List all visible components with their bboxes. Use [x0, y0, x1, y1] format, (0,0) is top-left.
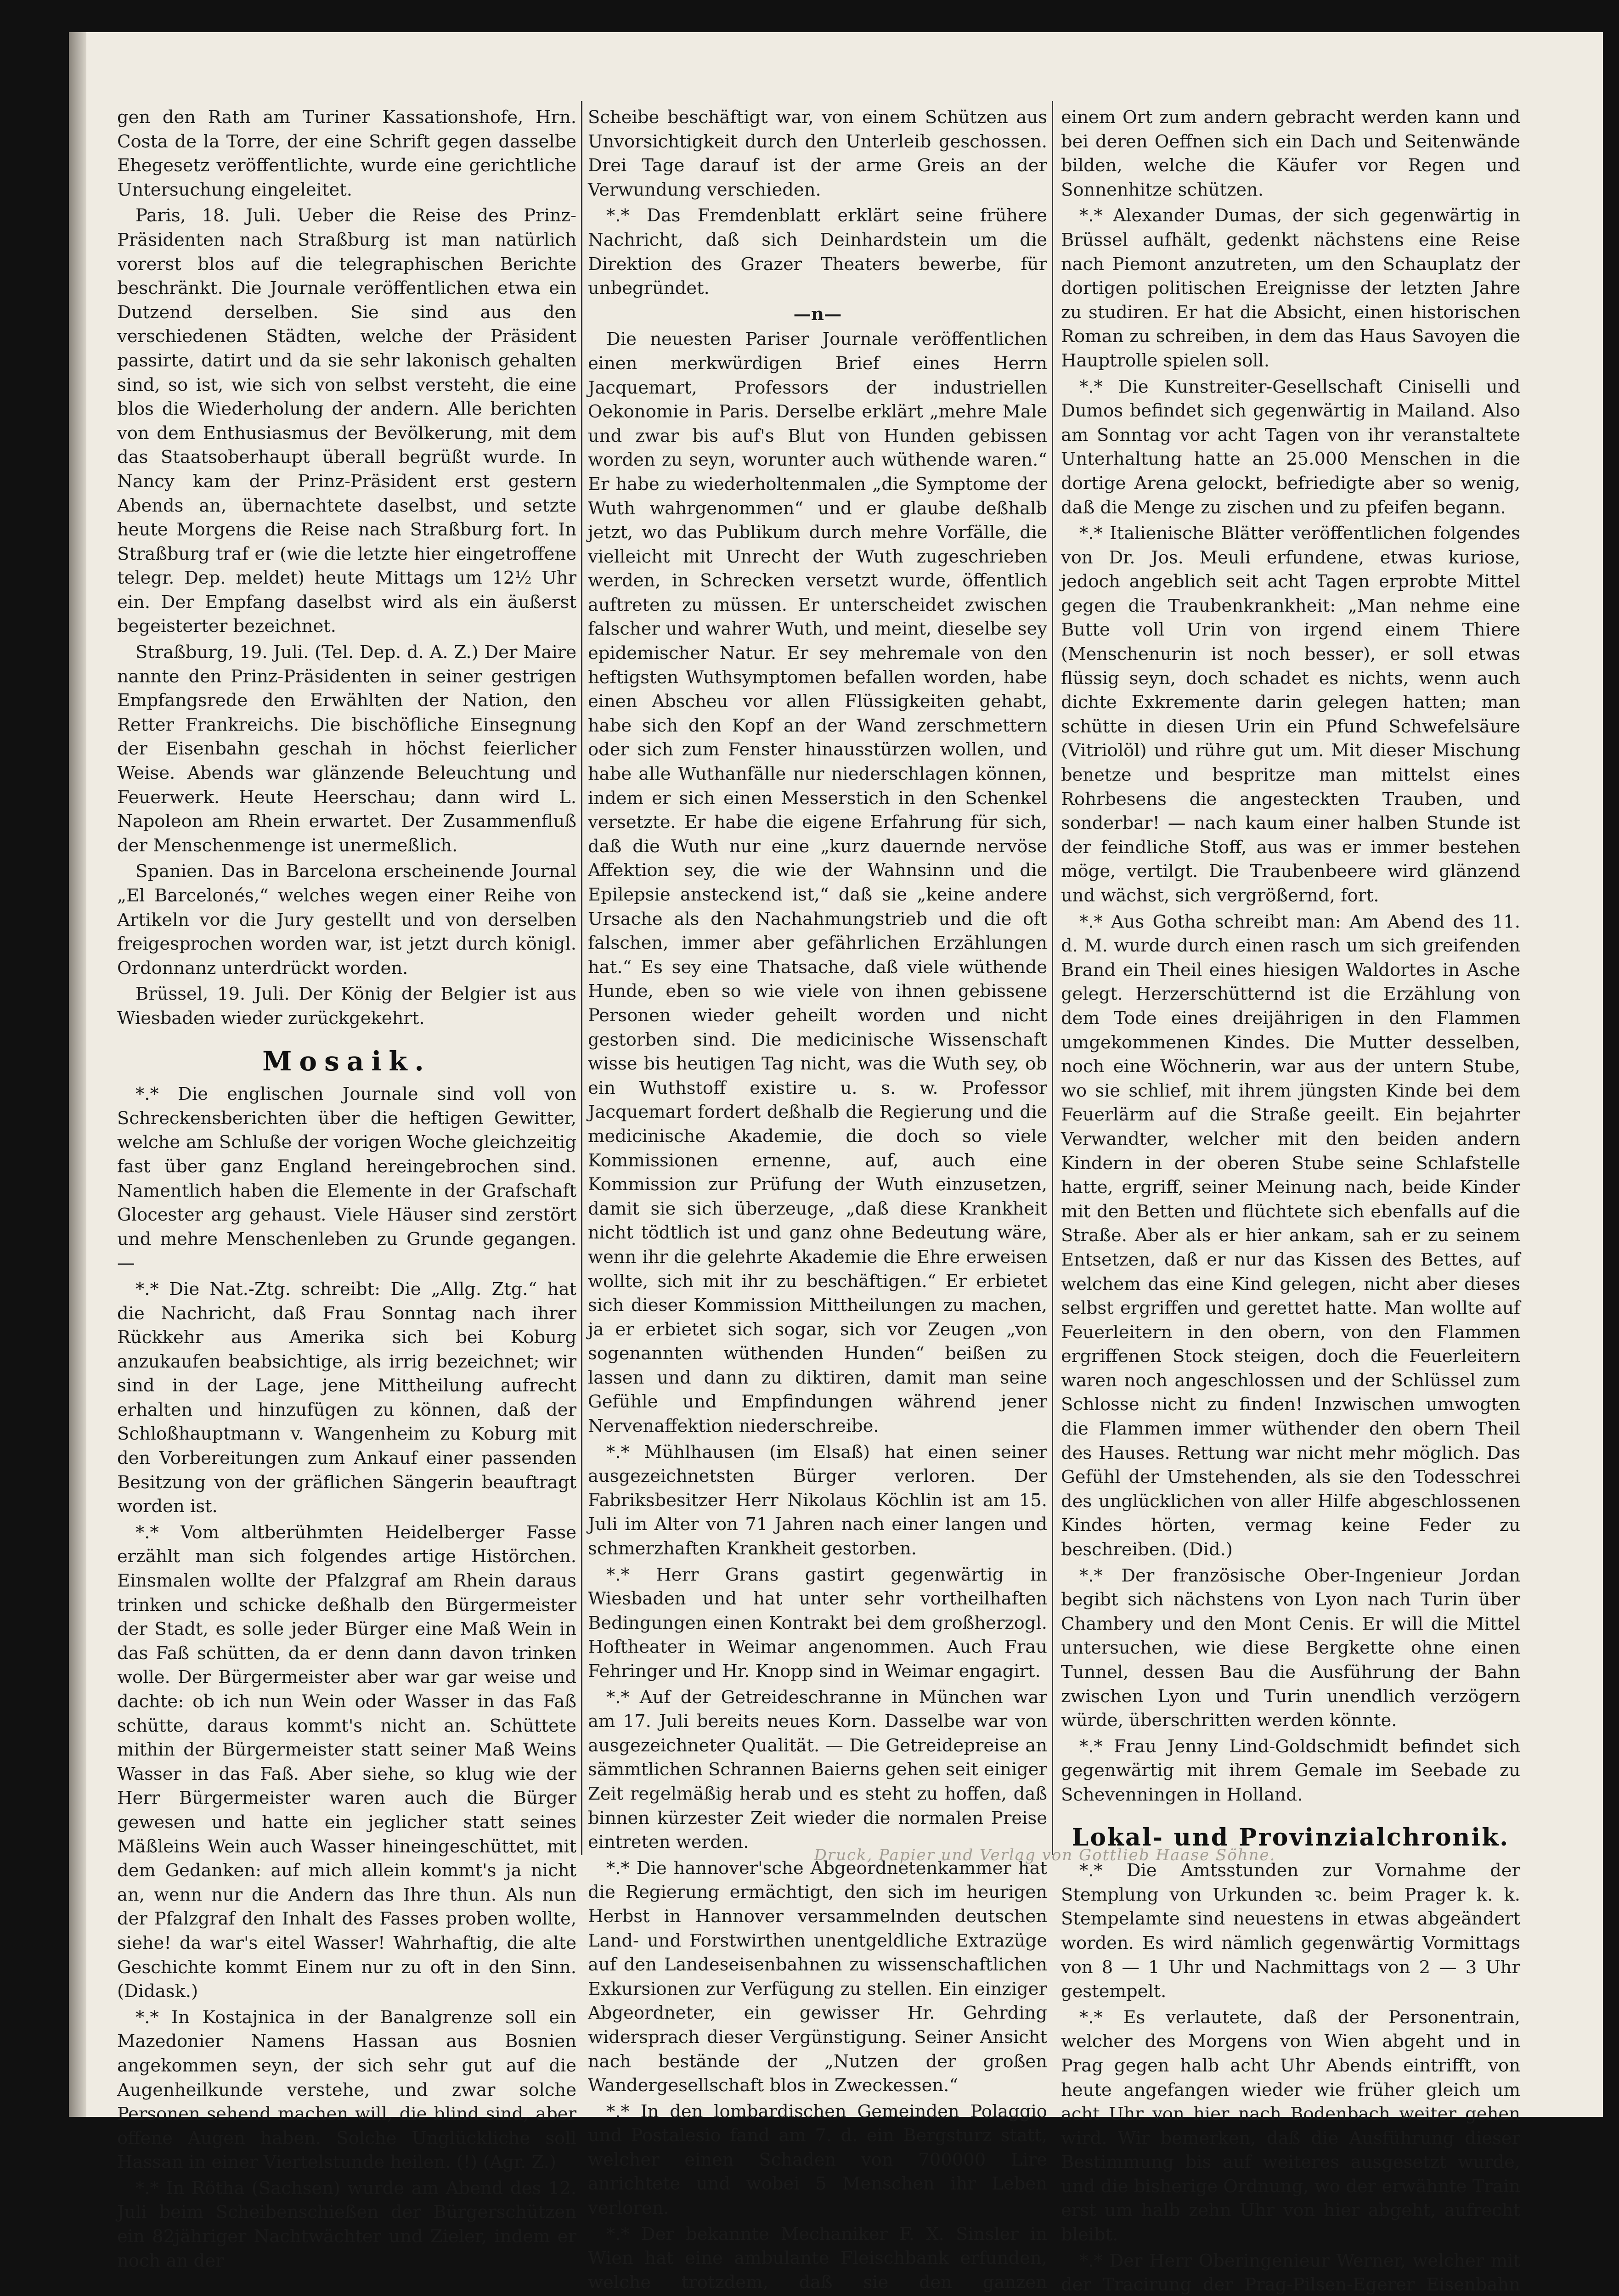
column-3	[1061, 106, 1520, 2296]
article-paragraph: Brüssel, 19. Juli. Der König der Belgier ist aus Wiesbaden wieder zurückgekehrt.	[117, 984, 576, 1029]
article-paragraph: *.* In den lombardischen Gemeinden Polaggio und Postalesio fand am 7. d. ein Bergsturz statt, welcher einen Schaden von 700000 Lire anrichtete und wobei 5 Menschen ihr Leben verloren.	[588, 2101, 1047, 2219]
article-paragraph: *.* Mühlhausen (im Elsaß) hat einen seiner ausgezeichnetsten Bürger verloren. Der Fabriksbesitzer Herr Nikolaus Köchlin ist am 15. Juli im Alter von 71 Jahren nach einer langen und schmerzhaften Krankheit gestorben.	[588, 1441, 1047, 1559]
article-paragraph: *.* Herr Grans gastirt gegenwärtig in Wiesbaden und hat unter sehr vortheilhaften Bedingungen einen Kontrakt bei dem großherzogl. Hoftheater in Weimar angenommen. Auch Frau Fehringer und Hr. Knopp sind in Weimar engagirt.	[588, 1564, 1047, 1682]
section-heading-lokal: Lokal- und Provinzialchronik.	[1072, 1823, 1510, 1851]
article-paragraph: einem Ort zum andern gebracht werden kann und bei deren Oeffnen sich ein Dach und Seitenwände bilden, welche die Käufer vor Regen und Sonnenhitze schützen.	[1061, 107, 1520, 200]
section-heading-mosaik: Mosaik.	[262, 1045, 431, 1077]
imprint: Druck, Papier und Verlag von Gottlieb Haase Söhne.	[814, 1846, 1276, 1864]
article-paragraph: Paris, 18. Juli. Ueber die Reise des Prinz-Präsidenten nach Straßburg ist man natürlich vorerst blos auf die telegraphischen Berichte beschränkt. Die Journale veröffentlichen etwa ein Dutzend derselben. Sie sind aus den verschiedenen Städten, welche der Präsident passirte, datirt und da sie sehr lakonisch gehalten sind, so ist, wie sich von selbst versteht, die eine blos die Wiederholung der andern. Alle berichten von dem Enthusiasmus der Bevölkerung, mit dem das Staatsoberhaupt überall begrüßt wurde. In Nancy kam der Prinz-Präsident erst gestern Abends an, übernachtete daselbst, und setzte heute Morgens die Reise nach Straßburg fort. In Straßburg traf er (wie die letzte hier eingetroffene telegr. Dep. meldet) heute Mittags um 12½ Uhr ein. Der Empfang daselbst wird als ein äußerst begeisterter bezeichnet.	[117, 205, 576, 637]
article-paragraph: *.* Das Fremdenblatt erklärt seine frühere Nachricht, daß sich Deinhardstein um die Direktion des Grazer Theaters bewerbe, für unbegründet.	[588, 205, 1047, 299]
newspaper-page	[69, 32, 1603, 2296]
article-paragraph: *.* Die Kunstreiter-Gesellschaft Ciniselli und Dumos befindet sich gegenwärtig in Mailand. Also am Sonntag vor acht Tagen von ihr veranstaltete Unterhaltung hatte an 25.000 Menschen in die dortige Arena gelockt, befriedigte aber so wenig, daß die Menge zu zischen und zu pfeifen begann.	[1061, 376, 1520, 518]
article-paragraph: Straßburg, 19. Juli. (Tel. Dep. d. A. Z.) Der Maire nannte den Prinz-Präsidenten in seiner gestrigen Empfangsrede den Erwählten der Nation, den Retter Frankreichs. Die bischöfliche Einsegnung der Eisenbahn geschah in höchst feierlicher Weise. Abends war glänzende Beleuchtung und Feuerwerk. Heute Heerschau; dann wird L. Napoleon am Rhein erwartet. Der Zusammenfluß der Menschenmenge ist unermeßlich.	[117, 642, 576, 856]
article-paragraph: *.* Die hannover'sche Abgeordnetenkammer hat die Regierung ermächtigt, den sich im heurigen Herbst in Hannover versammelnden deutschen Land- und Forstwirthen unentgeldliche Extrazüge auf den Landeseisenbahnen zu wissenschaftlichen Exkursionen zur Verfügung zu stellen. Ein einziger Abgeordneter, ein gewisser Hr. Gehrding widersprach dieser Vergünstigung. Seiner Ansicht nach bestände der „Nutzen der großen Wandergesellschaft blos in Zweckessen.“	[588, 1857, 1047, 2096]
article-paragraph: *.* Frau Jenny Lind-Goldschmidt befindet sich gegenwärtig mit ihrem Gemale im Seebade zu Schevenningen in Holland.	[1061, 1736, 1520, 1805]
article-paragraph: *.* Alexander Dumas, der sich gegenwärtig in Brüssel aufhält, gedenkt nächstens eine Reise nach Piemont anzutreten, um den Schauplatz der dortigen politischen Ereignisse der letzten Jahre zu studiren. Er hat die Absicht, einen historischen Roman zu schreiben, in dem das Haus Savoyen die Hauptrolle spielen soll.	[1061, 205, 1520, 371]
article-paragraph: *.* Aus Gotha schreibt man: Am Abend des 11. d. M. wurde durch einen rasch um sich greifenden Brand ein Theil eines hiesigen Waldortes in Asche gelegt. Herzerschütternd ist die Erzählung von dem Tode eines dreijährigen in den Flammen umgekommenen Kindes. Die Mutter desselben, noch eine Wöchnerin, war aus der untern Stube, wo sie schlief, mit ihrem jüngsten Kinde bei dem Feuerlärm auf die Straße geeilt. Ein bejahrter Verwandter, welcher mit den beiden andern Kindern in der oberen Stube seine Schlafstelle hatte, ergriff, seiner Meinung nach, beide Kinder mit den Betten und flüchtete sich ebenfalls auf die Straße. Aber als er hier ankam, sah er zu seinem Entsetzen, daß er nur das Kissen des Bettes, auf welchem das eine Kind gelegen, nicht aber dieses selbst ergriffen und gerettet hatte. Man wollte auf Feuerleitern in den obern, von den Flammen ergriffenen Stock steigen, doch die Feuerleitern waren noch angeschlossen und der Schlüssel zum Schlosse nicht zu finden! Inzwischen umwogten die Flammen immer wüthender den obern Theil des Hauses. Rettung war nicht mehr möglich. Das Gefühl der Umstehenden, als sie den Todesschrei des unglücklichen von aller Hilfe abgeschlossenen Kindes hörten, vermag keine Feder zu beschreiben. (Did.)	[1061, 911, 1520, 1560]
lokal-item: *.* Der Herr Oberingenieur Werner, welcher mit der Tracirung der Prag-Pilsen-Egerer Eisenbahn	[1061, 2250, 1520, 2296]
mosaik-item: *.* Die englischen Journale sind voll von Schreckensberichten über die heftigen Gewitter, welche am Schluße der vorigen Woche gleichzeitig fast über ganz England hereingebrochen sind. Namentlich haben die Elemente in der Grafschaft Glocester arg gehaust. Viele Häuser sind zerstört und mehre Menschenleben zu Grunde gegangen. —	[117, 1084, 576, 1274]
article-paragraph: *.* Der französische Ober-Ingenieur Jordan begibt sich nächstens von Lyon nach Turin über Chambery und den Mont Cenis. Er will die Mittel untersuchen, wie diese Bergkette ohne einen Tunnel, dessen Bau die Ausführung der Bahn zwischen Lyon und Turin unendlich verzögern würde, überschritten werden könnte.	[1061, 1565, 1520, 1731]
lokal-item: *.* Es verlautete, daß der Personentrain, welcher des Morgens von Wien abgeht und in Prag gegen halb acht Uhr Abends eintrifft, von heute angefangen wieder wie früher gleich um acht Uhr von hier nach Bodenbach weiter gehen wird. Wir bemerken, daß die Ausführung dieser Bestimmung bis auf weiteres ausgesetzt wurde, und die bisherige Ordnung, wo der erwähnte Train erst um halb zehn Uhr von hier abgeht, aufrecht bleibt.	[1061, 2007, 1520, 2245]
article-paragraph: Scheibe beschäftigt war, von einem Schützen aus Unvorsichtigkeit durch den Unterleib geschossen. Drei Tage darauf ist der arme Greis an der Verwundung verschieden.	[588, 107, 1047, 200]
column-1	[117, 106, 576, 2275]
article-paragraph: gen den Rath am Turiner Kassationshofe, Hrn. Costa de la Torre, der eine Schrift gegen dasselbe Ehegesetz veröffentlichte, wurde eine gerichtliche Untersuchung eingeleitet.	[117, 107, 576, 200]
column-rule	[1052, 101, 1053, 1855]
column-2	[588, 106, 1047, 2296]
lokal-item: *.* Die Amtsstunden zur Vornahme der Stemplung von Urkunden ꝛc. beim Prager k. k. Stempelamte sind neuestens in etwas abgeändert worden. Es wird nämlich gegenwärtig Vormittags von 8 — 1 Uhr und Nachmittags von 2 — 3 Uhr gestempelt.	[1061, 1860, 1520, 2002]
mosaik-item: *.* In Kostajnica in der Banalgrenze soll ein Mazedonier Namens Hassan aus Bosnien angekommen seyn, der sich sehr gut auf die Augenheilkunde verstehe, und zwar solche Personen sehend machen will, die blind sind, aber offene Augen haben. Solche Unglückliche soll Hassan in einer Viertelstunde heilen. (!) (Agr. Z.)	[117, 2007, 576, 2173]
mosaik-item: *.* Die Nat.-Ztg. schreibt: Die „Allg. Ztg.“ hat die Nachricht, daß Frau Sonntag nach ihrer Rückkehr aus Amerika sich bei Koburg anzukaufen beabsichtige, als irrig bezeichnet; wir sind in der Lage, jene Mittheilung aufrecht erhalten und hinzufügen zu können, daß der Schloßhauptmann v. Wangenheim zu Koburg mit den Vorbereitungen zum Ankauf einer passenden Besitzung von der gräflichen Sängerin beauftragt worden ist.	[117, 1278, 576, 1517]
page-edge	[69, 32, 86, 2117]
article-paragraph: *.* Auf der Getreideschranne in München war am 17. Juli bereits neues Korn. Dasselbe war von ausgezeichneter Qualität. — Die Getreidepreise an sämmtlichen Schrannen Baierns gehen seit einiger Zeit regelmäßig herab und es steht zu hoffen, daß binnen kürzester Zeit wieder die normalen Preise eintreten werden.	[588, 1687, 1047, 1853]
article-paragraph: *.* Der bekannte Mechaniker F. X. Sinsler in Wien hat eine ambulante Fleischbank erfunden, welche trotzdem, daß sie den ganzen	[588, 2223, 1047, 2293]
article-paragraph: Die neuesten Pariser Journale veröffentlichen einen merkwürdigen Brief eines Herrn Jacquemart, Professors der industriellen Oekonomie in Paris. Derselbe erklärt „mehre Male und zwar bis auf's Blut von Hunden gebissen worden zu seyn, worunter auch wüthende waren.“ Er habe zu wiederholtenmalen „die Symptome der Wuth wahrgenommen“ und er glaube deßhalb jetzt, wo das Publikum durch mehre Vorfälle, die vielleicht mit Unrecht der Wuth zugeschrieben werden, in Schrecken versetzt wurde, öffentlich auftreten zu müssen. Er unterscheidet zwischen falscher und wahrer Wuth, und meint, dieselbe sey epidemischer Natur. Er sey mehremale von den heftigsten Wuthsymptomen befallen worden, habe einen Abscheu vor allen Flüssigkeiten gehabt, habe sich den Kopf an der Wand zerschmettern oder sich zum Fenster hinausstürzen wollen, und habe alle Wuthanfälle nur niederschlagen können, indem er sich einen Messerstich in den Schenkel versetzte. Er habe die eigene Erfahrung für sich, daß die Wuth nur eine „kurz dauernde nervöse Affektion sey, die wie der Wahnsinn und die Epilepsie ansteckend ist,“ daß sie „keine andere Ursache als den Nachahmungstrieb und die oft falschen, immer aber gefährlichen Erzählungen hat.“ Es sey eine Thatsache, daß viele wüthende Hunde, eben so wie viele von ihnen gebissene Personen wieder geheilt worden und nicht gestorben sind. Die medicinische Wissenschaft wisse bis heutigen Tag nicht, was die Wuth sey, ob ein Wuthstoff existire u. s. w. Professor Jacquemart fordert deßhalb die Regierung und die medicinische Akademie, die doch so viele Kommissionen ernenne, auf, auch eine Kommission zur Prüfung der Wuth einzusetzen, damit sie sich überzeuge, „daß diese Krankheit nicht tödtlich ist und ganz ohne Bedeutung wäre, wenn ihr die gelehrte Akademie die Ehre erweisen wollte, sich mit ihr zu beschäftigen.“ Er erbietet sich dieser Kommission Mittheilungen zu machen, ja er erbietet sich sogar, sich vor Zeugen „von sogenannten wüthenden Hunden“ beißen zu lassen und dann zu diktiren, damit man seine Gefühle und Empfindungen während jener Nervenaffektion niederschreibe.	[588, 329, 1047, 1437]
mosaik-item: *.* Vom altberühmten Heidelberger Fasse erzählt man sich folgendes artige Histörchen. Einsmalen wollte der Pfalzgraf am Rhein daraus trinken und schicke deßhalb den Bürgermeister der Stadt, es solle jeder Bürger eine Maß Wein in das Faß schütten, da er denn dann davon trinken wolle. Der Bürgermeister aber war gar weise und dachte: ob ich nun Wein oder Wasser in das Faß schütte, daraus kommt's nicht an. Schüttete mithin der Bürgermeister statt seiner Maß Weins Wasser in das Faß. Aber siehe, so klug wie der Herr Bürgermeister waren auch die Bürger gewesen und hatte ein jeglicher statt seines Mäßleins Wein auch Wasser hineingeschüttet, mit dem Gedanken: auf mich allein kommt's ja nicht an, wenn nur die Andern das Ihre thun. Als nun der Pfalzgraf den Inhalt des Fasses proben wollte, siehe! da war's eitel Wasser! Wahrhaftig, die alte Geschichte kommt Einem nur zu oft in den Sinn. (Didask.)	[117, 1522, 576, 2002]
article-paragraph: *.* Italienische Blätter veröffentlichen folgendes von Dr. Jos. Meuli erfundene, etwas kuriose, jedoch angeblich seit acht Tagen erprobte Mittel gegen die Traubenkrankheit: „Man nehme eine Butte voll Urin von irgend einem Thiere (Menschenurin ist noch besser), er soll etwas flüssig seyn, doch schadet es nichts, wenn auch dichte Exkremente darin gelegen hatten; man schütte in diesen Urin ein Pfund Schwefelsäure (Vitriolöl) und rühre gut um. Mit dieser Mischung benetze und bespritze man mittelst eines Rohrbesens die angesteckten Trauben, und sonderbar! — nach kaum einer halben Stunde ist der feindliche Stoff, aus was er immer bestehen möge, vertilgt. Die Traubenbeere wird glänzend und wächst, sich vergrößernd, fort.	[1061, 523, 1520, 906]
column-rule	[581, 101, 582, 1855]
mosaik-item: *.* In Rötha (Sachsen) wurde am Abend des 12. Juli beim Scheibenschießen der Bürgerschützen ein 82jähriger Nachtwächter und Zieler, indem er noch an der	[117, 2178, 576, 2271]
article-paragraph: Spanien. Das in Barcelona erscheinende Journal „El Barcelonés,“ welches wegen einer Reihe von Artikeln vor die Jury gestellt und von derselben freigesprochen worden war, ist jetzt durch königl. Ordonnanz unterdrückt worden.	[117, 861, 576, 979]
separator: —n—	[793, 304, 842, 325]
